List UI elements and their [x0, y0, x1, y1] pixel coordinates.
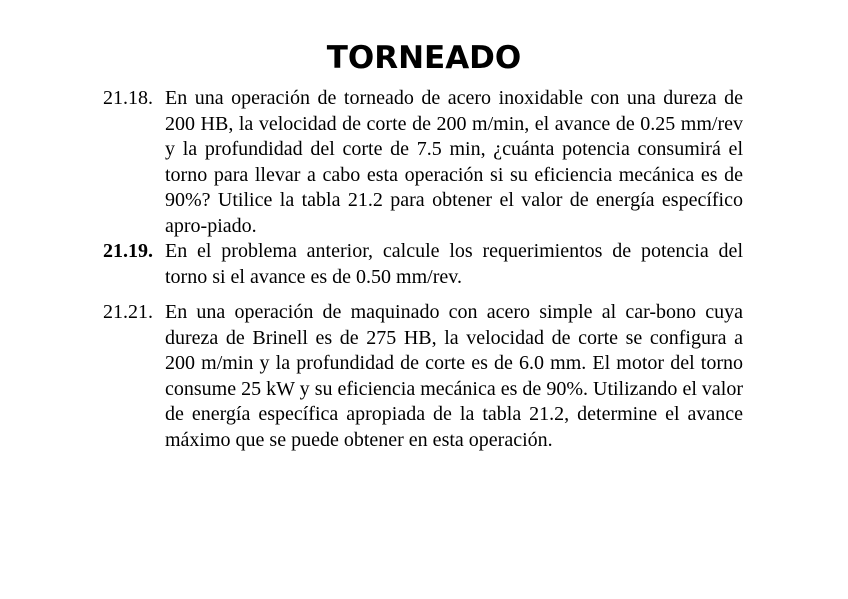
problem-number: 21.19. — [103, 240, 153, 262]
page-title: TORNEADO — [326, 40, 522, 76]
problem-item — [103, 86, 743, 239]
problem-text: En el problema anterior, calcule los requerimientos de potencia del torno si el avance es de 0.50 mm/rev. — [165, 240, 743, 288]
problem-list — [103, 86, 743, 453]
problem-number: 21.21. — [103, 301, 153, 323]
problem-item — [103, 239, 743, 290]
problem-text: En una operación de torneado de acero inoxidable con una dureza de 200 HB, la velocidad de corte de 200 m/min, el avance de 0.25 mm/rev y la profundidad del corte de 7.5 min, ¿cuánta potencia consumirá el torno para llevar a cabo esta operación si su eficiencia mecánica es de 90%? Utilice la tabla 21.2 para obtener el valor de energía específico apro-piado. — [165, 87, 743, 237]
problem-item — [103, 300, 743, 453]
problem-text: En una operación de maquinado con acero simple al car-bono cuya dureza de Brinell es de 275 HB, la velocidad de corte se configura a 200 m/min y la profundidad de corte es de 6.0 mm. El motor del torno consume 25 kW y su eficiencia mecánica es de 90%. Utilizando el valor de energía específica apropiada de la tabla 21.2, determine el avance máximo que se puede obtener en esta operación. — [165, 301, 743, 451]
problem-number: 21.18. — [103, 87, 153, 109]
